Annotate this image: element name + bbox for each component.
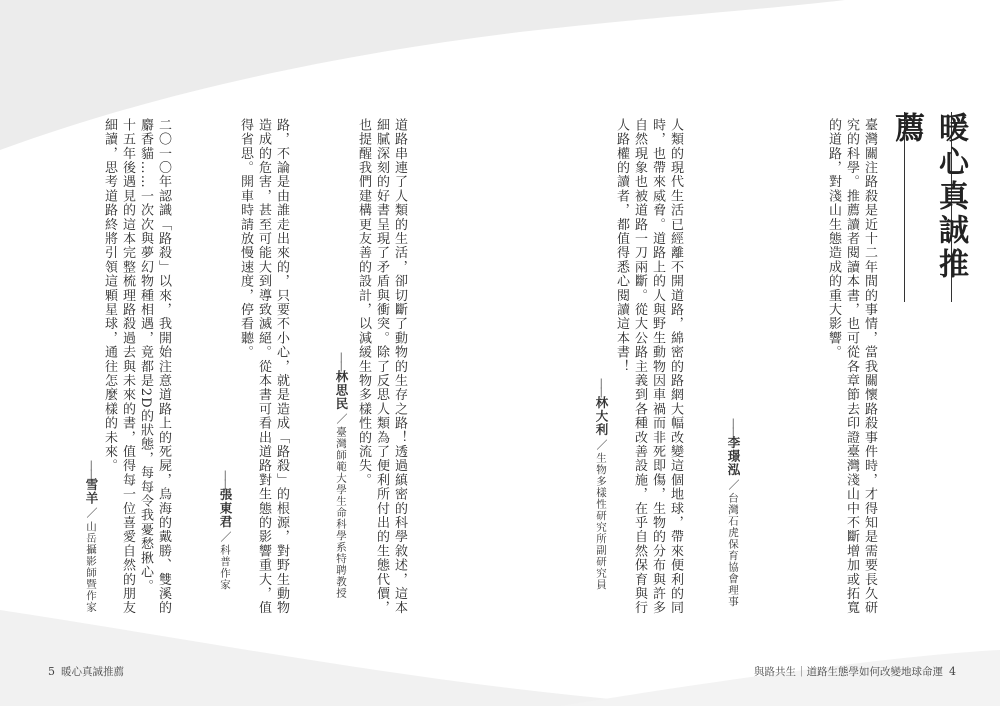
footer-book-title: 與路共生｜道路生態學如何改變地球命運 <box>754 666 943 678</box>
endorser-affiliation: 臺灣師範大學生命科學系特聘教授 <box>335 426 347 599</box>
endorser-affiliation: 山岳攝影師暨作家 <box>85 521 97 613</box>
text-line: 也提醒我們建構更友善的設計，以減緩生物多樣性的流失。 <box>356 118 371 488</box>
endorser-affiliation: 科普作家 <box>219 544 231 591</box>
footer-section-title: 暖心真誠推薦 <box>61 666 124 678</box>
text-line: 的道路，對淺山生態造成的重大影響。 <box>826 118 841 360</box>
signature: ——雪羊／山岳攝影師暨作家 <box>84 460 99 613</box>
signature: ——林思民／臺灣師範大學生命科學系特聘教授 <box>334 352 349 599</box>
endorser-name: 李璟泓 <box>726 436 741 477</box>
page-number: 4 <box>949 665 956 678</box>
text-line: 時，也帶來威脅。道路上的人與野生動物因車禍而非死即傷，生物的分布與許多 <box>650 118 665 615</box>
endorsement-text <box>236 118 290 615</box>
text-line: 二〇一〇年認識「路殺」以來，我開始注意道路上的死屍，烏海的戴勝、雙溪的 <box>156 118 171 615</box>
page-number: 5 <box>48 665 55 678</box>
text-line: 臺灣關注路殺是近十二年間的事情，當我關懷路殺事件時，才得知是需要長久研 <box>862 118 877 615</box>
text-line: 人路權的讀者，都值得悉心閱讀這本書！ <box>614 118 629 374</box>
endorsement-text <box>612 118 684 615</box>
text-line: 十五年後遇見的這本完整梳理路殺過去與未來的書，值得每一位喜愛自然的朋友 <box>120 118 135 615</box>
text-line: 究的科學。推薦讀者閱讀本書，也可從各章節去印證臺灣淺山中不斷增加或拓寬 <box>844 118 859 615</box>
page-title-box <box>889 112 968 302</box>
endorser-affiliation: 生物多樣性研究所副研究員 <box>595 452 607 591</box>
text-line: 得省思。開車時請放慢速度，停看聽。 <box>238 118 253 360</box>
text-line: 人類的現代生活已經離不開道路，綿密的路網大幅改變這個地球，帶來便利的同 <box>668 118 683 615</box>
endorsement-text <box>354 118 408 615</box>
page-title: 暖心真誠推薦 <box>889 112 968 282</box>
endorser-name: 張東君 <box>218 488 233 529</box>
signature: ——林大利／生物多樣性研究所副研究員 <box>594 378 609 591</box>
endorser-affiliation: 台灣石虎保育協會理事 <box>727 492 739 608</box>
text-line: 麝香貓……一次次與夢幻物種相遇，竟都是2D的狀態，每每令我憂愁揪心。 <box>138 118 153 594</box>
text-line: 細膩深刻的好書呈現了矛盾與衝突。除了反思人類為了便利所付出的生態代價， <box>374 118 389 615</box>
text-line: 道路串連了人類的生活，卻切斷了動物的生存之路！透過縝密的科學敘述，這本 <box>392 118 407 615</box>
endorsement-text <box>824 118 878 615</box>
footer-right <box>754 664 962 679</box>
footer-left <box>42 664 124 679</box>
endorser-name: 林大利 <box>594 396 609 437</box>
signature: ——張東君／科普作家 <box>218 470 233 591</box>
text-line: 造成的危害，甚至可能大到導致滅絕。從本書可看出道路對生態的影響重大，值 <box>256 118 271 615</box>
endorser-name: 雪羊 <box>84 478 99 505</box>
endorser-name: 林思民 <box>334 370 349 411</box>
text-line: 自然現象也被道路一刀兩斷。從大公路主義到各種改善設施，在乎自然保育與行 <box>632 118 647 615</box>
text-line: 細讀，思考道路終將引領這顆星球，通往怎麼樣的未來。 <box>102 118 117 473</box>
endorsement-text <box>100 118 172 615</box>
text-line: 路，不論是由誰走出來的，只要不小心，就是造成「路殺」的根源，對野生動物 <box>274 118 289 615</box>
signature: ——李璟泓／台灣石虎保育協會理事 <box>726 418 741 608</box>
